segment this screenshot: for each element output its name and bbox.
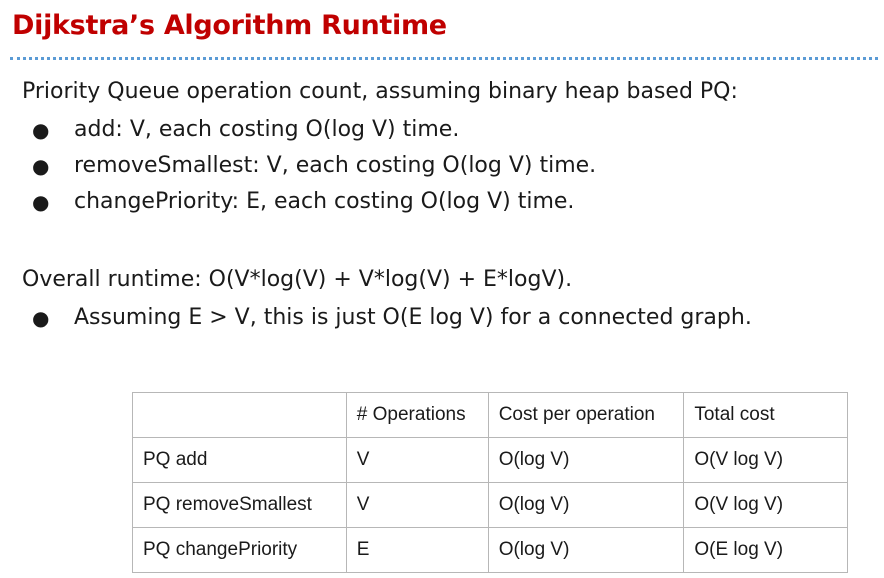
bullet-dot-icon: ● [32, 306, 50, 330]
bullet-text: changePriority: E, each costing O(log V) time. [74, 189, 575, 214]
bullet-remove-smallest [22, 148, 872, 184]
slide-content [22, 78, 872, 336]
title-divider [10, 57, 878, 60]
table-header-cell: Total cost [684, 393, 848, 438]
pq-operations-list [22, 112, 872, 220]
table-cell: E [346, 528, 488, 573]
table-row [133, 438, 848, 483]
table-cell: O(log V) [488, 483, 684, 528]
overall-runtime-text: Overall runtime: O(V*log(V) + V*log(V) + E*logV). [22, 267, 573, 292]
table-header-row [133, 393, 848, 438]
bullet-add [22, 112, 872, 148]
slide-title: Dijkstra’s Algorithm Runtime [12, 10, 447, 41]
bullet-dot-icon: ● [32, 154, 50, 178]
table-row [133, 528, 848, 573]
table-cell: PQ add [133, 438, 347, 483]
intro-text: Priority Queue operation count, assuming binary heap based PQ: [22, 79, 738, 104]
bullet-dot-icon: ● [32, 190, 50, 214]
bullet-text: Assuming E > V, this is just O(E log V) for a connected graph. [74, 305, 752, 330]
table-cell: PQ changePriority [133, 528, 347, 573]
table-cell: PQ removeSmallest [133, 483, 347, 528]
table-header-cell [133, 393, 347, 438]
table-cell: O(V log V) [684, 438, 848, 483]
bullet-text: removeSmallest: V, each costing O(log V) time. [74, 153, 597, 178]
bullet-change-priority [22, 184, 872, 220]
overall-runtime-list [22, 300, 872, 336]
table-cell: O(log V) [488, 528, 684, 573]
table-cell: V [346, 483, 488, 528]
table-cell: V [346, 438, 488, 483]
table-row [133, 483, 848, 528]
bullet-assumption [22, 300, 872, 336]
table-cell: O(E log V) [684, 528, 848, 573]
table-cell: O(V log V) [684, 483, 848, 528]
table-header-cell: # Operations [346, 393, 488, 438]
bullet-dot-icon: ● [32, 118, 50, 142]
runtime-table [132, 392, 848, 573]
bullet-text: add: V, each costing O(log V) time. [74, 117, 460, 142]
table-header-cell: Cost per operation [488, 393, 684, 438]
table-cell: O(log V) [488, 438, 684, 483]
